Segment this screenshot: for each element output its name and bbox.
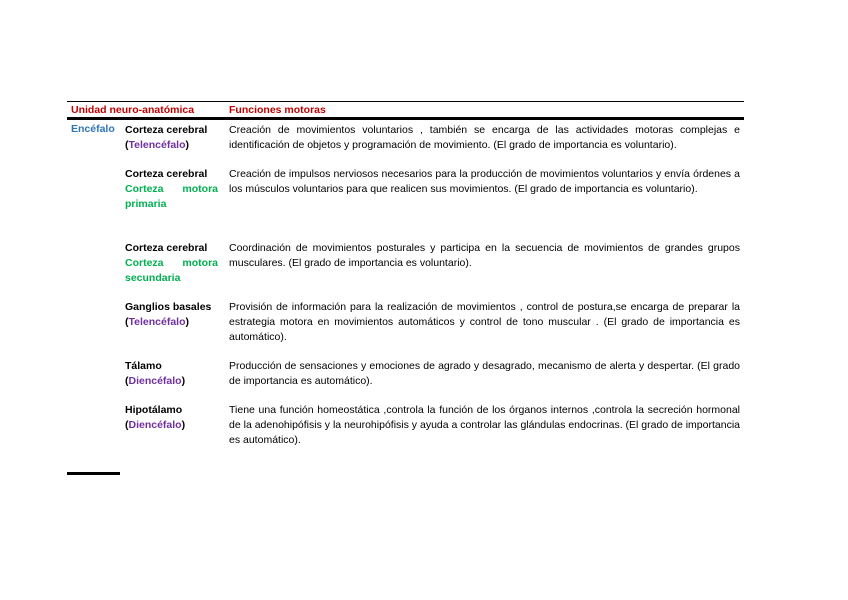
structure-cell (125, 403, 218, 433)
structure-name: Ganglios basales (125, 301, 212, 313)
structure-subtype: (Diencéfalo) (125, 375, 186, 387)
function-cell: Creación de impulsos nerviosos necesarios para la producción de movimientos voluntarios y envía órdenes a los músculos voluntarios para que realicen sus movimientos. (El grado de importancia es voluntario). (229, 168, 740, 195)
function-cell: Tiene una función homeostática ,controla la función de los órganos internos ,controla la secreción hormonal de la adenohipófisis y la neurohipófisis y ayuda a controlar las glándulas endocrinas. (El grado de importancia es automático). (229, 404, 740, 446)
group-label-encefalo: Encéfalo (71, 123, 115, 135)
structure-subtype: (Telencéfalo) (125, 316, 189, 328)
structure-cell (125, 359, 218, 389)
table-top-rule (67, 101, 744, 102)
structure-subtype: (Diencéfalo) (125, 419, 186, 431)
header-unit-neuroanatomica: Unidad neuro-anatómica (71, 104, 195, 116)
structure-name: Corteza cerebral (125, 124, 208, 136)
table-header-rule (67, 117, 744, 120)
page-bottom-rule (67, 472, 120, 475)
function-cell: Producción de sensaciones y emociones de agrado y desagrado, mecanismo de alerta y despertar. (El grado de importancia es automático). (229, 360, 740, 387)
structure-subtype: Corteza motora secundaria (125, 257, 218, 284)
function-cell: Coordinación de movimientos posturales y participa en la secuencia de movimientos de grandes grupos musculares. (El grado de importancia es voluntario). (229, 242, 740, 269)
structure-cell (125, 167, 218, 212)
function-cell: Provisión de información para la realización de movimientos , control de postura,se encarga de preparar la estrategia motora en movimientos automáticos y control de tono muscular . (El grado de importancia es automático). (229, 301, 740, 343)
header-funciones-motoras: Funciones motoras (229, 104, 326, 116)
structure-cell (125, 300, 218, 330)
structure-subtype: Corteza motora primaria (125, 183, 218, 210)
structure-name: Hipotálamo (125, 404, 183, 416)
structure-name: Corteza cerebral (125, 242, 208, 254)
structure-subtype: (Telencéfalo) (125, 139, 189, 151)
structure-name: Tálamo (125, 360, 162, 372)
structure-name: Corteza cerebral (125, 168, 208, 180)
structure-cell (125, 241, 218, 286)
structure-cell (125, 123, 218, 153)
function-cell: Creación de movimientos voluntarios , también se encarga de las actividades motoras complejas e identificación de objetos y programación de movimiento. (El grado de importancia es voluntario). (229, 124, 740, 151)
